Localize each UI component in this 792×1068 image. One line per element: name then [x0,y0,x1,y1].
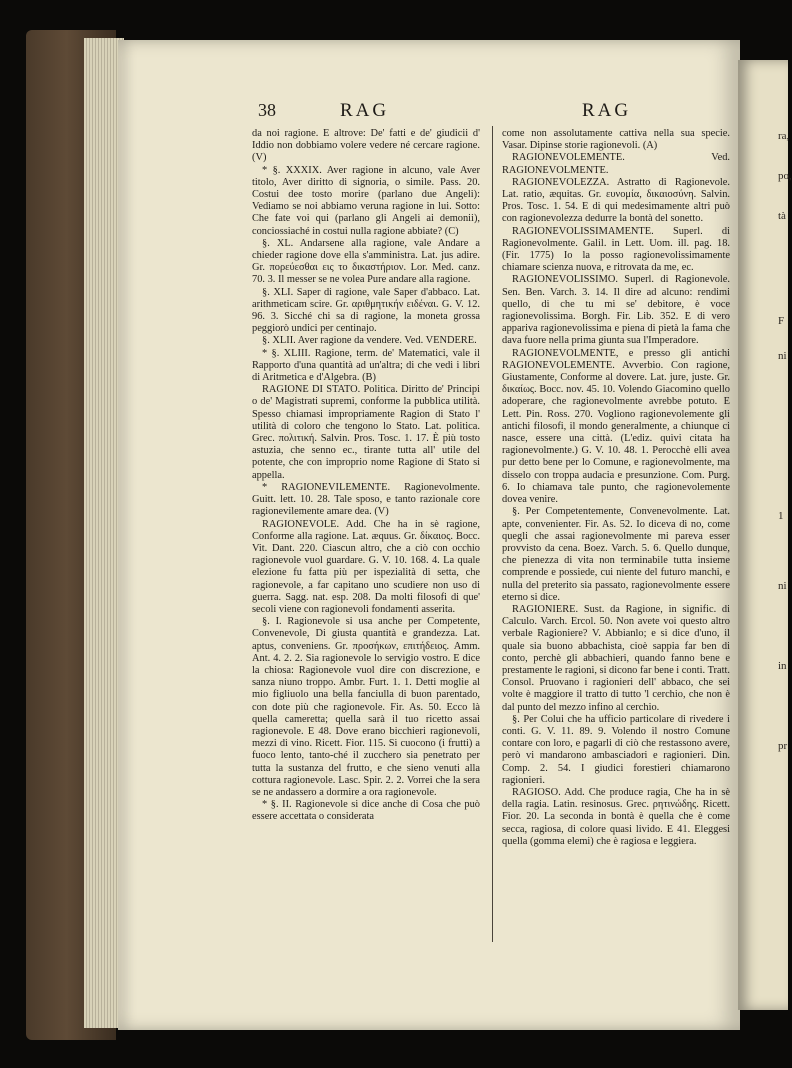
entry-paragraph: §. Per Competentemente, Convenevolmente. Lat. apte, convenienter. Fir. As. 52. Io diceva di no, come quegli che assai ragionevolmente mi pareva esser provvisto da cena. Boez. Varch. 5. 6. Quello dunque, che pienezza di vita non terminabile tutta insieme comprende e possiede, cui niente del futuro manchi, e nulla del preterito sia passato, ragionevolmente essere eterno si dice. [502,506,730,603]
entry-paragraph: RAGIONEVOLEZZA. Astratto di Ragionevole. Lat. ratio, æquitas. Gr. ευνομία, δικαιοσύνη. Salvin. Pros. Tosc. 1. 54. E di qui medesimamente altri può con ragionevolezza dedurre la bontà del sonetto. [502,176,730,225]
right-column [502,128,730,848]
facing-fragment: ni [778,580,787,592]
entry-paragraph: §. I. Ragionevole si usa anche per Competente, Convenevole, Di giusta quantità e grandezza. Lat. aptus, conveniens. Gr. προσήκων, επιτήδειος. Amm. Ant. 4. 2. 2. Sia ragionevole lo servigio vostro. E dice la chiosa: Ragionevole vuol dire con discrezione, e sanza niuno troppo. Ambr. Furt. 1. 1. Detti moglie al mio figliuolo una bella fanciulla di buon parentado, con dote più che ragionevole. Fir. As. 50. Ecco là quella cameretta; quella sarà il tuo ricetto assai ragionevole. E 48. Dove erano bicchieri ragionevoli, mezzi di vino. Ricett. Fior. 115. Si cuocono (i frutti) a fuoco lento, tanto-ché il zucchero sia penetrato per tutta la sustanza del frutto, e che sieno venuti alla cottura ragionevole. Lasc. Spir. 2. 2. Vorrei che la sera se ne andassero a dormire a ora ragionevole. [252,616,480,798]
facing-page [738,60,792,1010]
entry-paragraph: RAGIONEVOLISSIMAMENTE. Superl. di Ragionevolmente. Galil. in Lett. Uom. ill. pag. 18. (Fir. 1775) Io la posso ragionevolissimamente chiamare scienza nuova, e ritrovata da me, ec. [502,225,730,274]
facing-fragment: ni [778,350,787,362]
entry-paragraph: §. Per Colui che ha ufficio particolare di rivedere i conti. G. V. 11. 89. 9. Volendo il nostro Comune contare con loro, e pagarli di ciò che restassono avere, però vi mandarono ambasciadori e ragionieri. Din. Comp. 2. 54. I giudici forestieri chiamarono ragionieri. [502,713,730,786]
facing-fragment: po, [778,170,792,182]
left-running-head: RAG [340,100,390,121]
entry-paragraph: RAGIONIERE. Sust. da Ragione, in signific. di Calculo. Varch. Ercol. 50. Non avete voi questo altro verbale Ragioniere? V. Abbianlo; e si dice d'uno, il quale sia buono abbachista, cioè sappia far ben di conto, perchè gli abbachieri, quando fanno bene e prestamente le ragioni, si dicono far bene i conti. Tratt. Consol. Pruovano i ragionieri dell' abbaco, che sei volte è maggiore il tratto di tutto 'l cerchio, che non è dal punto del mezzo infino al cerchio. [502,603,730,713]
entry-paragraph: * §. XLIII. Ragione, term. de' Matematici, vale il Rapporto d'una quantità ad un'altra; di che vedi i libri di Aritmetica e d'Algebra. (B) [252,347,480,384]
entry-paragraph: §. XL. Andarsene alla ragione, vale Andare a chieder ragione dove ella s'amministra. Lat. jus adire. Gr. πορεύεσθαι εις το δικαστήριον. Lor. Med. canz. 70. 3. Il messer se ne volea Pure andare alla ragione. [252,237,480,286]
entry-paragraph: come non assolutamente cattiva nella sua specie. Vasar. Dipinse storie ragionevoli. (A) [502,128,730,152]
entry-paragraph: RAGIONEVOLISSIMO. Superl. di Ragionevole. Sen. Ben. Varch. 3. 14. Il dire ad alcuno: rendimi quello, di che tu mi se' debitore, è voce ragionevolissima. Borgh. Fir. Lib. 352. E di vero appariva ragionevolissima e piena di pietà la fama che dava fuore nella prima giunta sua l'Imperadore. [502,274,730,347]
entry-paragraph: * RAGIONEVILEMENTE. Ragionevolmente. Guitt. lett. 10. 28. Tale sposo, e tanto razionale core ragionevilemente amare dea. (V) [252,481,480,518]
entry-paragraph: RAGIONEVOLE. Add. Che ha in sè ragione, Conforme alla ragione. Lat. æquus. Gr. δίκαιος. Bocc. Vit. Dant. 220. Ciascun altro, che a ciò con occhio ragionevole vuol guardare. G. V. 10. 168. 4. La quale elezione fu fatta più per ispezialità di setta, che ragionevole, a far capitano uno scudiere non uso di guerra. Sagg. nat. esp. 208. Da molti filosofi di que' secoli viene con ragionevoli fondamenti asserita. [252,518,480,615]
entry-paragraph: * §. II. Ragionevole si dice anche di Cosa che può essere accettata o considerata [252,799,480,823]
left-column [252,128,480,824]
page-number: 38 [258,100,276,120]
facing-fragment: ra, [778,130,790,142]
facing-fragment: 1 [778,510,784,522]
entry-paragraph: RAGIONE DI STATO. Politica. Diritto de' Principi o de' Magistrati supremi, conforme la pubblica utilità. Spesso chiamasi impropriamente Ragion di Stato l' utilità di coloro che tengono lo Stato. Lat. politica. Grec. πολιτική. Salvin. Pros. Tosc. 1. 17. È più tosto astuzia, che senno ec., tirante tutta all' utile del potente, che con improprio nome Ragione di Stato si appella. [252,384,480,481]
entry-paragraph: RAGIOSO. Add. Che produce ragia, Che ha in sè della ragia. Latin. resinosus. Grec. ρητινώδης. Ricett. Fior. 20. La seconda in bontà è quella che è come secca, ragiosa, di colore quasi livido. E 41. Eleggesi quella (gomma elemi) che è ragiosa e leggiera. [502,786,730,847]
column-divider [492,126,493,942]
entry-paragraph: da noi ragione. E altrove: De' fatti e de' giudicii d' Iddio non dobbiamo volere vedere né cercare ragione. (V) [252,128,480,164]
entry-paragraph: §. XLI. Saper di ragione, vale Saper d'abbaco. Lat. arithmeticam scire. Gr. αριθμητικήν ειδέναι. G. V. 12. 96. 3. Sicché chi sa di ragione, la moneta grossa peggiorò undici per centinajo. [252,286,480,335]
entry-paragraph: RAGIONEVOLEMENTE. Ved. RAGIONEVOLMENTE. [502,152,730,176]
facing-fragment: tà [778,210,786,222]
entry-paragraph: * §. XXXIX. Aver ragione in alcuno, vale Aver titolo, Aver diritto di signoria, o simile. Pass. 20. Costui dee tosto morire (parlano due Angeli): Vediamo se noi abbiamo veruna ragione in lui. Sotto: Che fate voi qui (parlano gli Angeli ai demonii), conciossiaché in costui nulla ragione abbiate? (C) [252,164,480,237]
entry-paragraph: RAGIONEVOLMENTE, e presso gli antichi RAGIONEVOLEMENTE. Avverbio. Con ragione, Giustamente, Conforme al dovere. Lat. jure, juste. Gr. δικαίως. Bocc. nov. 45. 10. Volendo Giacomino quello adoperare, che ragionevolmente avrebbe potuto. E Lett. Pin. Ross. 270. Vogliono ragionevolemente gli antichi filosofi, il mondo generalmente, a chiunque ci nasce, essere una città. (L'ediz. quivi citata ha ragionevolmente.) G. V. 10. 48. 1. Perocchè elli avea pur detto bene per lo Comune, e ragionevolmente, ma disselo con troppa audacia e presunzione. Com. Purg. 6. Io chiamava tale punto, che ragionevolemente dovea venire. [502,347,730,506]
facing-fragment: F [778,315,785,327]
right-running-head: RAG [582,100,632,121]
entry-paragraph: §. XLII. Aver ragione da vendere. Ved. VENDERE. [262,335,477,347]
facing-fragment: in [778,660,787,672]
facing-fragment: pr [778,740,788,752]
